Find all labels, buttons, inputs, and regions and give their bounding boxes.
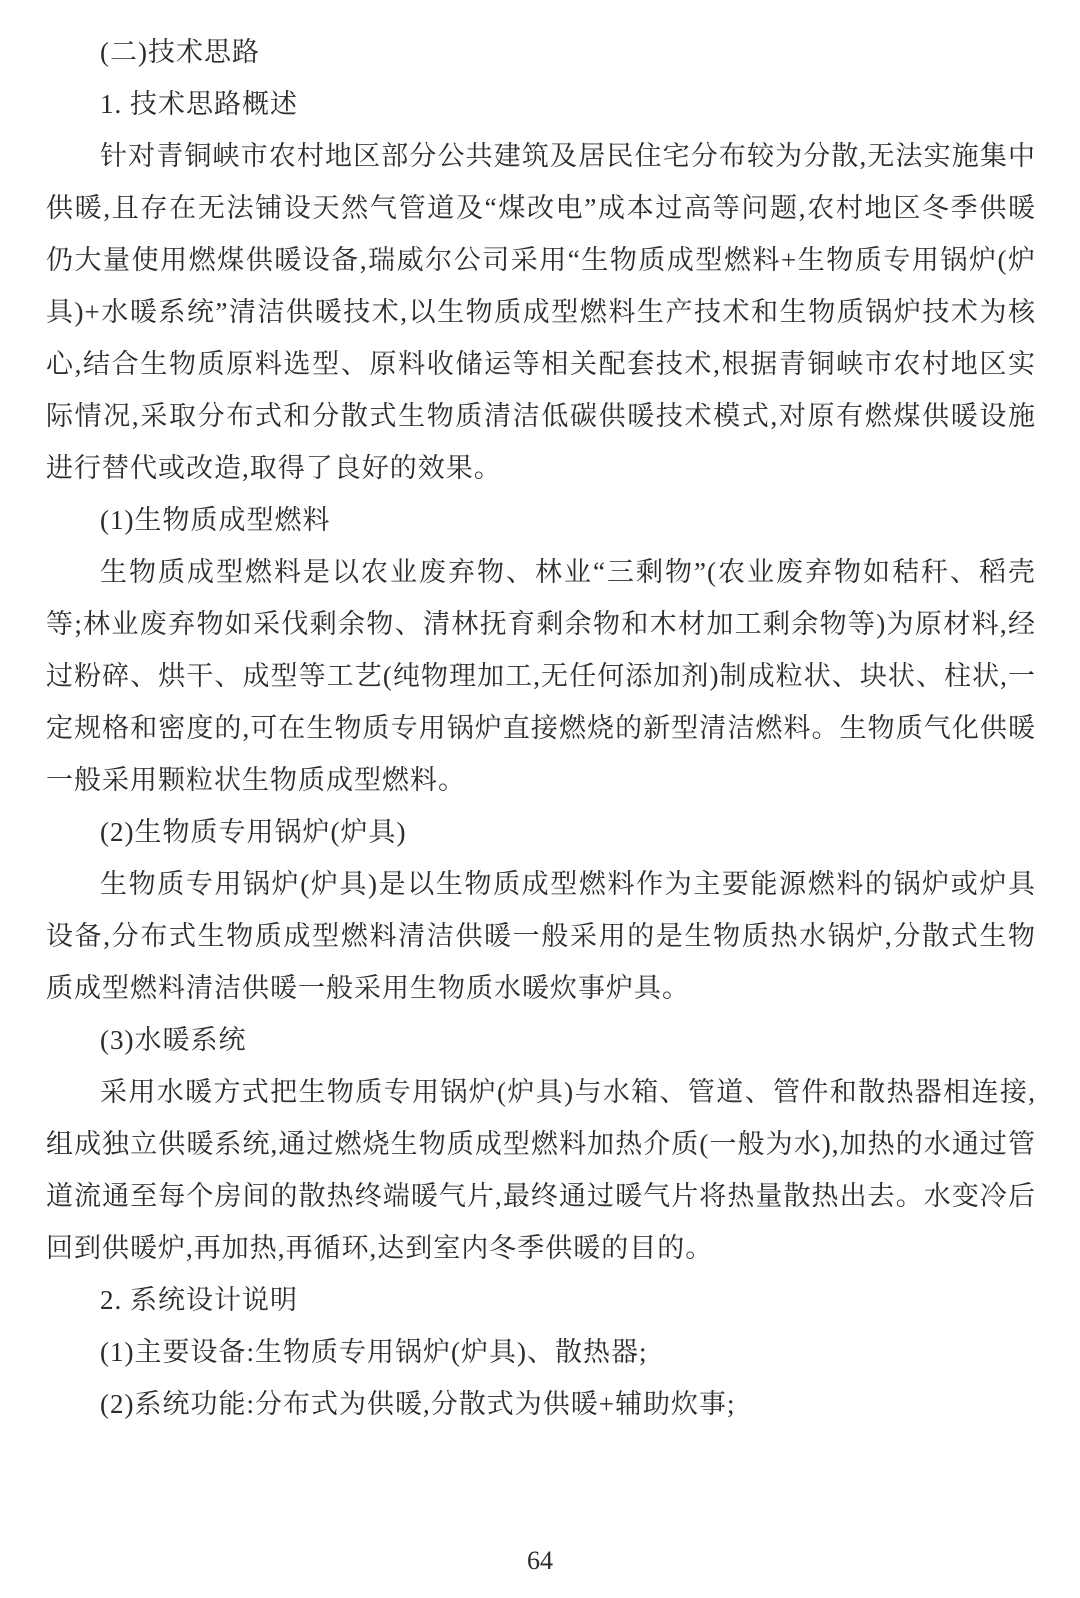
page-number: 64 bbox=[527, 1546, 553, 1575]
list-item-main-equipment: (1)主要设备:生物质专用锅炉(炉具)、散热器; bbox=[100, 1337, 648, 1367]
item-heading-boiler: (2)生物质专用锅炉(炉具) bbox=[100, 817, 407, 847]
section-heading: (二)技术思路 bbox=[100, 37, 260, 67]
subsection-heading-1: 1. 技术思路概述 bbox=[100, 89, 298, 119]
paragraph-overview: 针对青铜峡市农村地区部分公共建筑及居民住宅分布较为分散,无法实施集中供暖,且存在无法铺设天然气管道及“煤改电”成本过高等问题,农村地区冬季供暖仍大量使用燃煤供暖设备,瑞威尔公司采用“生物质成型燃料+生物质专用锅炉(炉具)+水暖系统”清洁供暖技术,以生物质成型燃料生产技术和生物质锅炉技术为核心,结合生物质原料选型、原料收储运等相关配套技术,根据青铜峡市农村地区实际情况,采取分布式和分散式生物质清洁低碳供暖技术模式,对原有燃煤供暖设施进行替代或改造,取得了良好的效果。 bbox=[46, 141, 1036, 483]
paragraph-biomass-fuel: 生物质成型燃料是以农业废弃物、林业“三剩物”(农业废弃物如秸秆、稻壳等;林业废弃物如采伐剩余物、清林抚育剩余物和木材加工剩余物等)为原材料,经过粉碎、烘干、成型等工艺(纯物理加工,无任何添加剂)制成粒状、块状、柱状,一定规格和密度的,可在生物质专用锅炉直接燃烧的新型清洁燃料。生物质气化供暖一般采用颗粒状生物质成型燃料。 bbox=[46, 557, 1036, 795]
item-heading-water-heating: (3)水暖系统 bbox=[100, 1025, 247, 1055]
paragraph-water-heating: 采用水暖方式把生物质专用锅炉(炉具)与水箱、管道、管件和散热器相连接,组成独立供暖系统,通过燃烧生物质成型燃料加热介质(一般为水),加热的水通过管道流通至每个房间的散热终端暖气片,最终通过暖气片将热量散热出去。水变冷后回到供暖炉,再加热,再循环,达到室内冬季供暖的目的。 bbox=[46, 1077, 1036, 1263]
item-heading-biomass-fuel: (1)生物质成型燃料 bbox=[100, 505, 331, 535]
list-item-system-function: (2)系统功能:分布式为供暖,分散式为供暖+辅助炊事; bbox=[100, 1389, 736, 1419]
subsection-heading-2: 2. 系统设计说明 bbox=[100, 1285, 298, 1315]
paragraph-boiler: 生物质专用锅炉(炉具)是以生物质成型燃料作为主要能源燃料的锅炉或炉具设备,分布式生物质成型燃料清洁供暖一般采用的是生物质热水锅炉,分散式生物质成型燃料清洁供暖一般采用生物质水暖炊事炉具。 bbox=[46, 869, 1036, 1003]
